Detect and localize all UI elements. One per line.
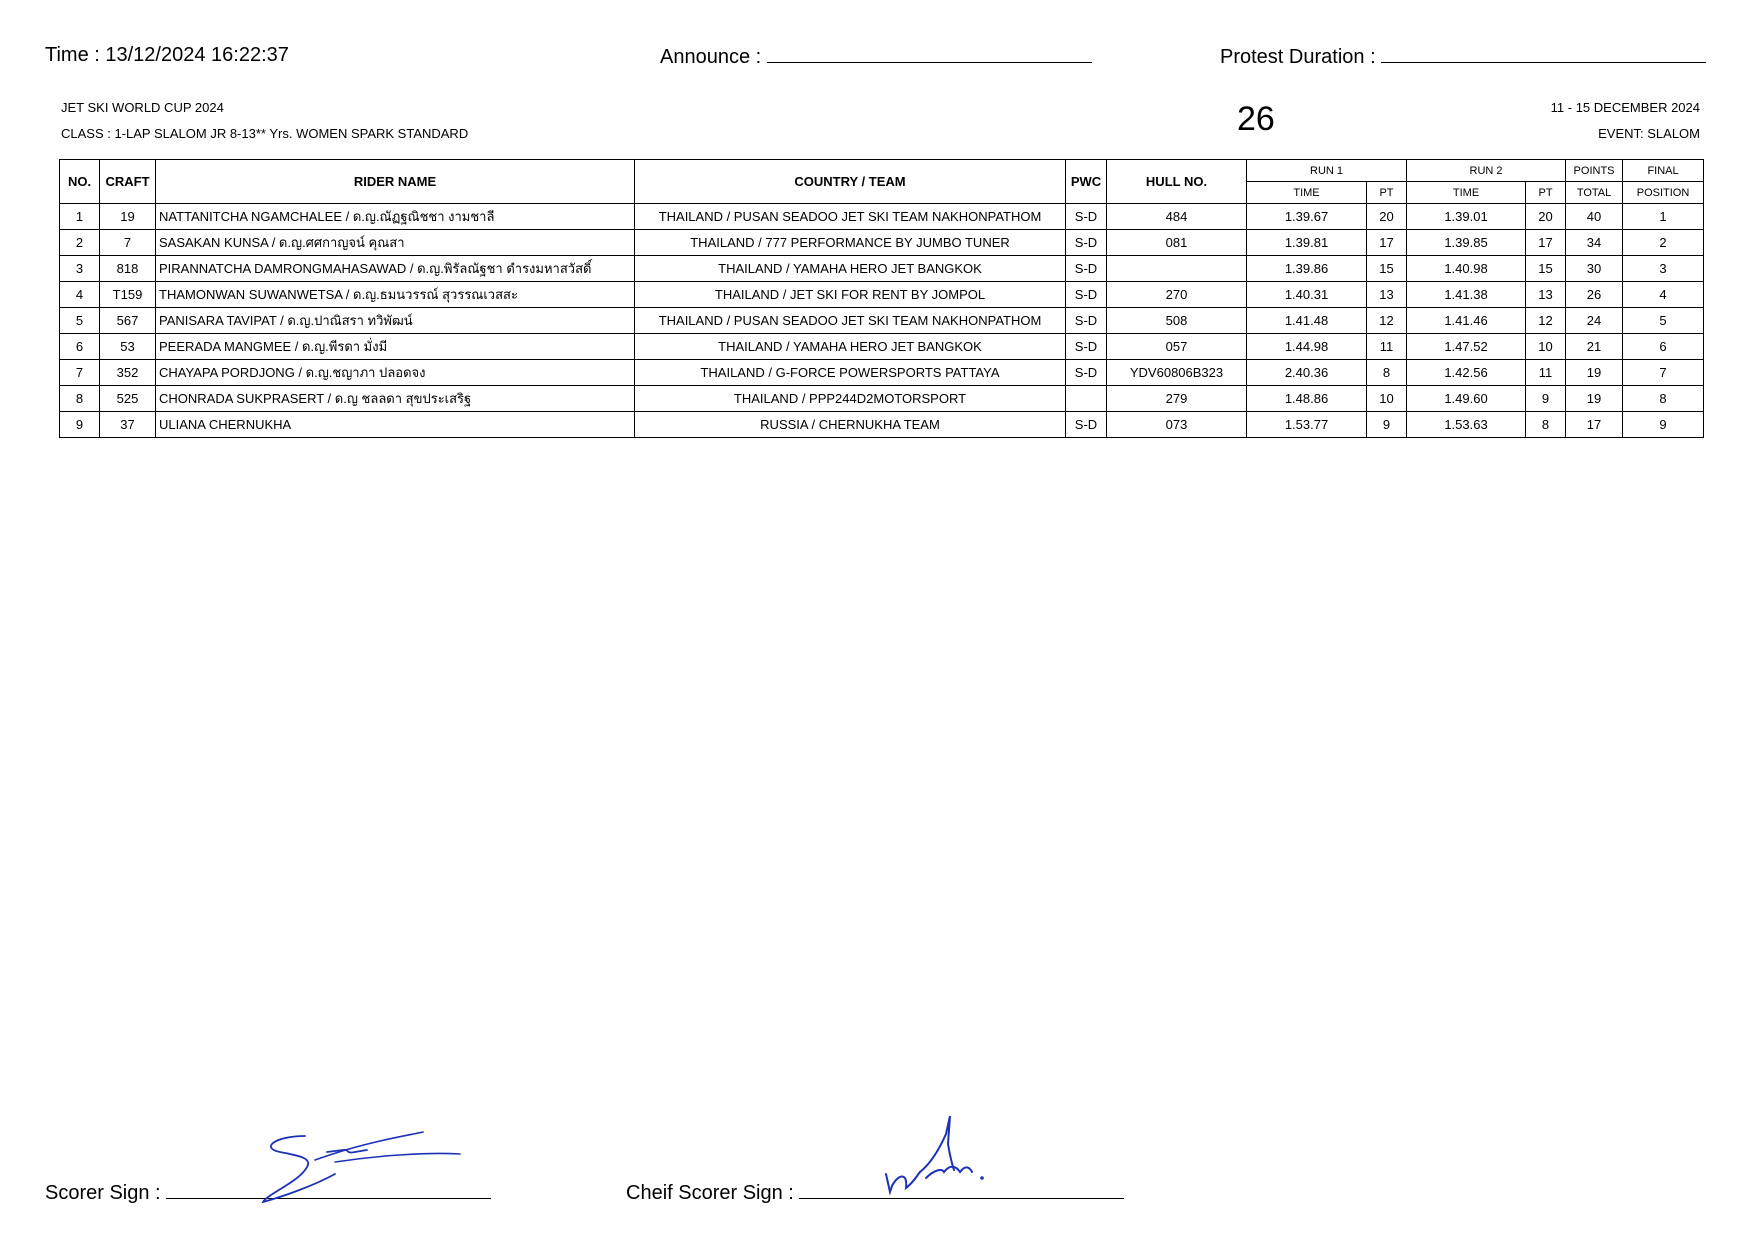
- cell-run1-pt: 13: [1367, 282, 1407, 308]
- col-header-rider-name: RIDER NAME: [156, 160, 635, 204]
- cell-run1-pt: 10: [1367, 386, 1407, 412]
- cell-hull-no: 508: [1107, 308, 1247, 334]
- cell-run2-time: 1.39.01: [1407, 204, 1526, 230]
- cell-pwc: S-D: [1066, 412, 1107, 438]
- cell-craft: 53: [100, 334, 156, 360]
- cell-position: 6: [1623, 334, 1704, 360]
- cell-total: 30: [1566, 256, 1623, 282]
- cell-no: 9: [60, 412, 100, 438]
- scorer-sign-label: Scorer Sign :: [45, 1182, 161, 1204]
- cell-run2-pt: 15: [1526, 256, 1566, 282]
- col-header-no: NO.: [60, 160, 100, 204]
- cell-rider-name: PIRANNATCHA DAMRONGMAHASAWAD / ด.ญ.พิรัลณัฐชา ดำรงมหาสวัสดิ์: [156, 256, 635, 282]
- cell-no: 4: [60, 282, 100, 308]
- cell-run2-time: 1.47.52: [1407, 334, 1526, 360]
- cell-run2-time: 1.42.56: [1407, 360, 1526, 386]
- cell-hull-no: 279: [1107, 386, 1247, 412]
- cell-hull-no: 270: [1107, 282, 1247, 308]
- announce-field: [660, 44, 1092, 69]
- cell-run2-pt: 11: [1526, 360, 1566, 386]
- cell-rider-name: PEERADA MANGMEE / ด.ญ.พีรดา มั่งมี: [156, 334, 635, 360]
- cell-position: 1: [1623, 204, 1704, 230]
- cell-pwc: S-D: [1066, 230, 1107, 256]
- cell-run1-time: 1.53.77: [1247, 412, 1367, 438]
- col-header-points: POINTS: [1566, 160, 1623, 182]
- cell-run1-pt: 12: [1367, 308, 1407, 334]
- cell-hull-no: 484: [1107, 204, 1247, 230]
- cell-craft: 37: [100, 412, 156, 438]
- cell-position: 8: [1623, 386, 1704, 412]
- col-header-run1-pt: PT: [1367, 182, 1407, 204]
- announce-label: Announce :: [660, 46, 762, 68]
- cell-run1-pt: 9: [1367, 412, 1407, 438]
- col-header-run1-time: TIME: [1247, 182, 1367, 204]
- cell-position: 2: [1623, 230, 1704, 256]
- cell-country-team: THAILAND / PUSAN SEADOO JET SKI TEAM NAKHONPATHOM: [635, 204, 1066, 230]
- cell-pwc: S-D: [1066, 334, 1107, 360]
- cell-rider-name: CHONRADA SUKPRASERT / ด.ญ ชลลดา สุขประเสริฐ: [156, 386, 635, 412]
- cell-run2-pt: 9: [1526, 386, 1566, 412]
- cell-craft: 19: [100, 204, 156, 230]
- col-header-craft: CRAFT: [100, 160, 156, 204]
- col-header-run2-time: TIME: [1407, 182, 1526, 204]
- cell-pwc: S-D: [1066, 360, 1107, 386]
- event-type: EVENT: SLALOM: [1598, 126, 1700, 141]
- chief-scorer-sign-field: [626, 1180, 1124, 1205]
- cell-run2-pt: 8: [1526, 412, 1566, 438]
- cell-run2-pt: 13: [1526, 282, 1566, 308]
- protest-duration-blank: [1381, 44, 1706, 63]
- col-header-hull-no: HULL NO.: [1107, 160, 1247, 204]
- cell-total: 19: [1566, 386, 1623, 412]
- cell-position: 5: [1623, 308, 1704, 334]
- cell-craft: 525: [100, 386, 156, 412]
- cell-run1-time: 2.40.36: [1247, 360, 1367, 386]
- col-header-country-team: COUNTRY / TEAM: [635, 160, 1066, 204]
- cell-hull-no: 081: [1107, 230, 1247, 256]
- col-header-position: POSITION: [1623, 182, 1704, 204]
- cell-run1-pt: 8: [1367, 360, 1407, 386]
- cell-no: 1: [60, 204, 100, 230]
- cell-craft: 567: [100, 308, 156, 334]
- cell-rider-name: CHAYAPA PORDJONG / ด.ญ.ชญาภา ปลอดจง: [156, 360, 635, 386]
- chief-scorer-signature: [880, 1112, 990, 1202]
- report-time: [45, 44, 289, 67]
- cell-country-team: THAILAND / PPP244D2MOTORSPORT: [635, 386, 1066, 412]
- cell-position: 4: [1623, 282, 1704, 308]
- cell-run2-time: 1.41.38: [1407, 282, 1526, 308]
- report-time-label: Time : 13/12/2024 16:22:37: [45, 44, 289, 66]
- chief-scorer-sign-label: Cheif Scorer Sign :: [626, 1182, 794, 1204]
- class-name: CLASS : 1-LAP SLALOM JR 8-13** Yrs. WOMEN SPARK STANDARD: [61, 126, 469, 141]
- cell-no: 2: [60, 230, 100, 256]
- col-header-run2-pt: PT: [1526, 182, 1566, 204]
- announce-blank: [767, 44, 1092, 63]
- col-header-final: FINAL: [1623, 160, 1704, 182]
- cell-hull-no: [1107, 256, 1247, 282]
- cell-run1-time: 1.39.86: [1247, 256, 1367, 282]
- table-row: [60, 308, 1704, 334]
- cell-pwc: S-D: [1066, 204, 1107, 230]
- cell-position: 9: [1623, 412, 1704, 438]
- cell-craft: 352: [100, 360, 156, 386]
- table-row: [60, 230, 1704, 256]
- cell-no: 5: [60, 308, 100, 334]
- cell-total: 34: [1566, 230, 1623, 256]
- col-header-pwc: PWC: [1066, 160, 1107, 204]
- cell-run2-pt: 10: [1526, 334, 1566, 360]
- cell-no: 3: [60, 256, 100, 282]
- event-dates: 11 - 15 DECEMBER 2024: [1550, 100, 1700, 115]
- cell-position: 7: [1623, 360, 1704, 386]
- cell-country-team: THAILAND / JET SKI FOR RENT BY JOMPOL: [635, 282, 1066, 308]
- cell-rider-name: NATTANITCHA NGAMCHALEE / ด.ญ.ณัฏฐณิชชา งามชาลี: [156, 204, 635, 230]
- cell-run1-time: 1.41.48: [1247, 308, 1367, 334]
- table-row: [60, 386, 1704, 412]
- cell-run1-pt: 20: [1367, 204, 1407, 230]
- col-header-run1: RUN 1: [1247, 160, 1407, 182]
- col-header-run2: RUN 2: [1407, 160, 1566, 182]
- protest-duration-field: [1220, 44, 1706, 69]
- cell-pwc: S-D: [1066, 282, 1107, 308]
- col-header-total: TOTAL: [1566, 182, 1623, 204]
- cell-country-team: THAILAND / 777 PERFORMANCE BY JUMBO TUNER: [635, 230, 1066, 256]
- cell-craft: 7: [100, 230, 156, 256]
- cell-pwc: [1066, 386, 1107, 412]
- cell-country-team: THAILAND / YAMAHA HERO JET BANGKOK: [635, 334, 1066, 360]
- cell-no: 7: [60, 360, 100, 386]
- table-header-row: [60, 160, 1704, 182]
- table-row: [60, 334, 1704, 360]
- cell-total: 40: [1566, 204, 1623, 230]
- cell-total: 19: [1566, 360, 1623, 386]
- cell-country-team: THAILAND / YAMAHA HERO JET BANGKOK: [635, 256, 1066, 282]
- cell-run2-pt: 20: [1526, 204, 1566, 230]
- cell-country-team: THAILAND / PUSAN SEADOO JET SKI TEAM NAKHONPATHOM: [635, 308, 1066, 334]
- table-row: [60, 360, 1704, 386]
- protest-duration-label: Protest Duration :: [1220, 46, 1376, 68]
- heat-number: 26: [1237, 100, 1275, 138]
- cell-run1-pt: 11: [1367, 334, 1407, 360]
- cell-position: 3: [1623, 256, 1704, 282]
- cell-total: 17: [1566, 412, 1623, 438]
- cell-run1-time: 1.40.31: [1247, 282, 1367, 308]
- cell-total: 24: [1566, 308, 1623, 334]
- cell-run2-time: 1.39.85: [1407, 230, 1526, 256]
- cell-run1-pt: 15: [1367, 256, 1407, 282]
- cell-run1-time: 1.39.81: [1247, 230, 1367, 256]
- cell-run1-time: 1.44.98: [1247, 334, 1367, 360]
- cell-run1-time: 1.39.67: [1247, 204, 1367, 230]
- cell-hull-no: 057: [1107, 334, 1247, 360]
- cell-rider-name: THAMONWAN SUWANWETSA / ด.ญ.ธมนวรรณ์ สุวรรณเวสสะ: [156, 282, 635, 308]
- event-name: JET SKI WORLD CUP 2024: [61, 100, 224, 115]
- cell-country-team: THAILAND / G-FORCE POWERSPORTS PATTAYA: [635, 360, 1066, 386]
- table-row: [60, 282, 1704, 308]
- cell-run2-pt: 17: [1526, 230, 1566, 256]
- cell-craft: T159: [100, 282, 156, 308]
- cell-run2-time: 1.53.63: [1407, 412, 1526, 438]
- table-row: [60, 412, 1704, 438]
- cell-run2-time: 1.40.98: [1407, 256, 1526, 282]
- cell-run2-time: 1.41.46: [1407, 308, 1526, 334]
- cell-hull-no: 073: [1107, 412, 1247, 438]
- table-row: [60, 256, 1704, 282]
- cell-craft: 818: [100, 256, 156, 282]
- cell-pwc: S-D: [1066, 308, 1107, 334]
- cell-no: 8: [60, 386, 100, 412]
- cell-country-team: RUSSIA / CHERNUKHA TEAM: [635, 412, 1066, 438]
- cell-hull-no: YDV60806B323: [1107, 360, 1247, 386]
- cell-rider-name: PANISARA TAVIPAT / ด.ญ.ปาณิสรา ทวิพัฒน์: [156, 308, 635, 334]
- cell-run2-time: 1.49.60: [1407, 386, 1526, 412]
- cell-total: 26: [1566, 282, 1623, 308]
- results-table: [59, 159, 1704, 438]
- cell-pwc: S-D: [1066, 256, 1107, 282]
- cell-total: 21: [1566, 334, 1623, 360]
- cell-rider-name: ULIANA CHERNUKHA: [156, 412, 635, 438]
- cell-rider-name: SASAKAN KUNSA / ด.ญ.ศศกาญจน์ คุณสา: [156, 230, 635, 256]
- cell-run1-pt: 17: [1367, 230, 1407, 256]
- cell-run1-time: 1.48.86: [1247, 386, 1367, 412]
- cell-no: 6: [60, 334, 100, 360]
- table-row: [60, 204, 1704, 230]
- scorer-signature: [255, 1130, 475, 1210]
- cell-run2-pt: 12: [1526, 308, 1566, 334]
